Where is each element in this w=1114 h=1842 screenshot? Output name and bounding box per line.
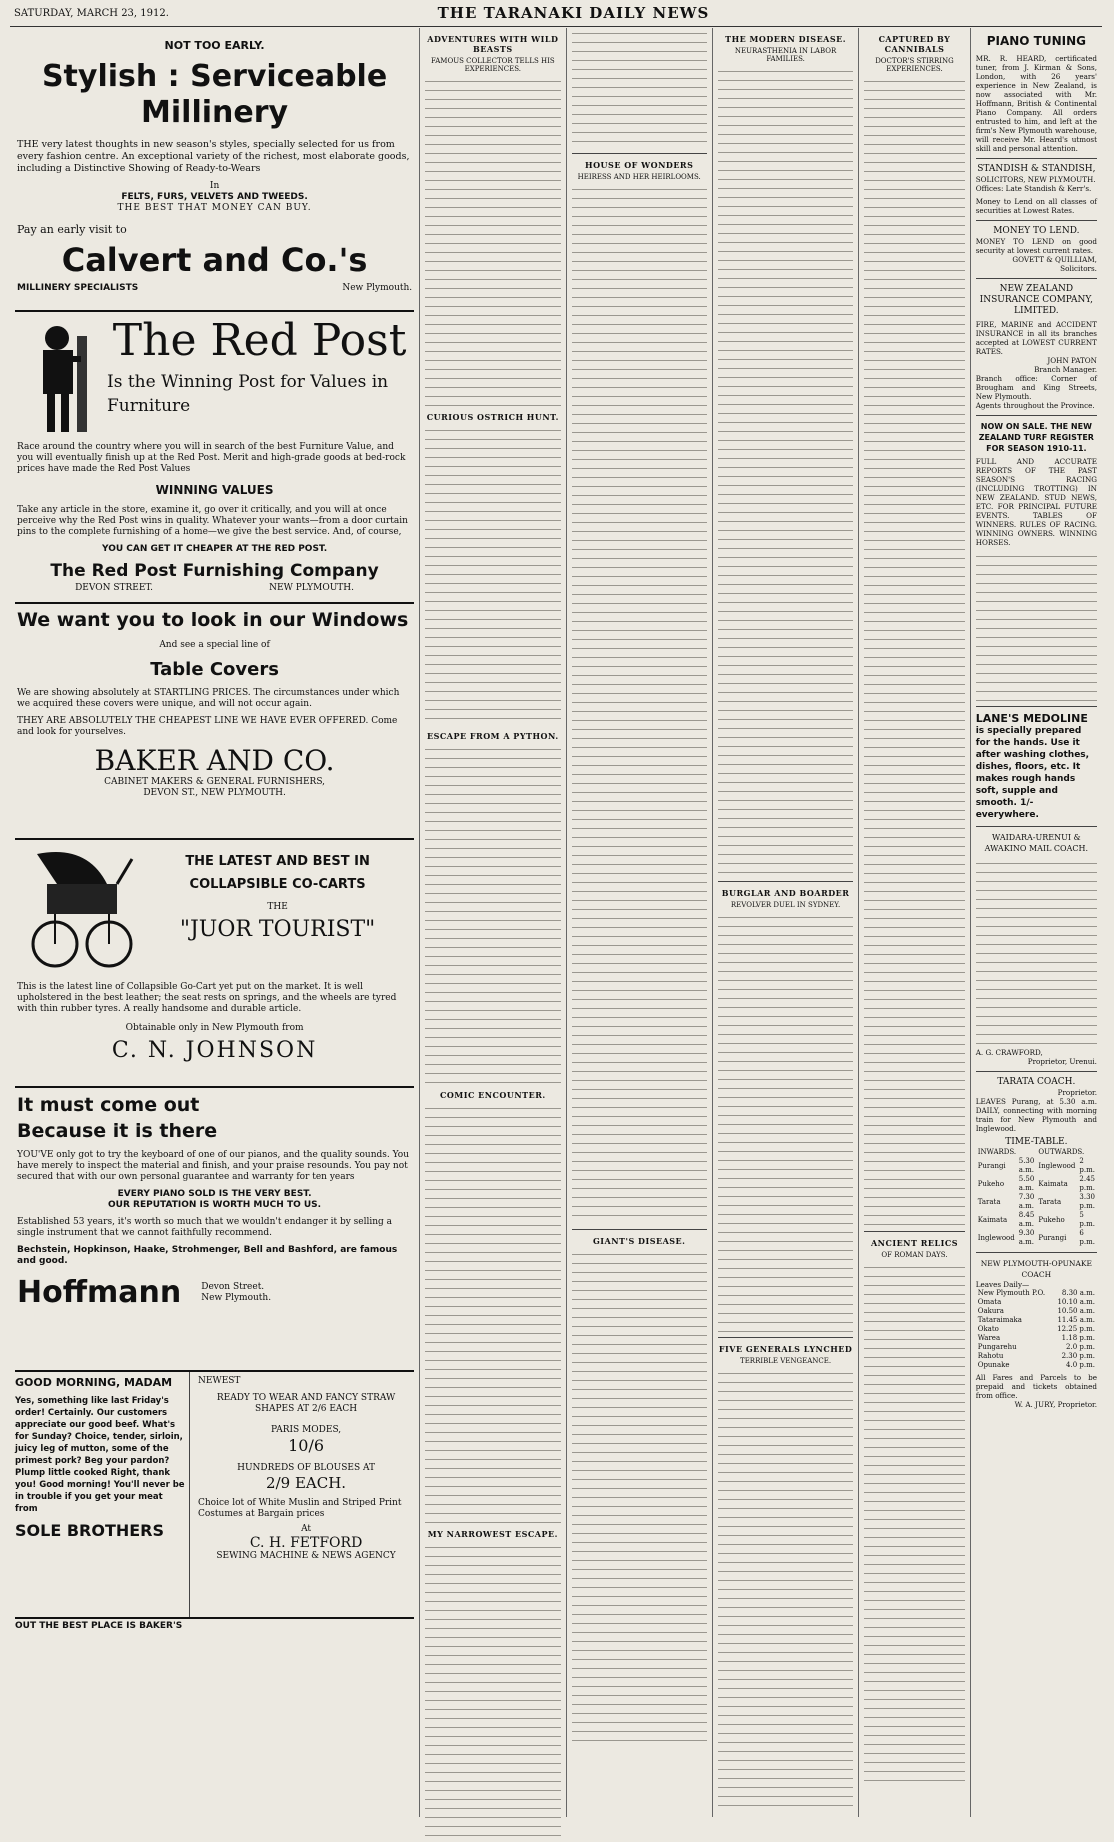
timetable-cell: 5.30 a.m. <box>1018 1157 1035 1174</box>
article-subheading: TERRIBLE VENGEANCE. <box>740 1357 832 1365</box>
article-column-3 <box>567 28 713 1817</box>
baker-sub: And see a special line of <box>159 640 270 650</box>
red-post-tag2: Furniture <box>107 396 191 416</box>
timetable-heading: TIME-TABLE. <box>1005 1137 1068 1147</box>
red-post-town: NEW PLYMOUTH. <box>269 583 355 593</box>
fetford-newest: NEWEST <box>198 1376 241 1386</box>
masthead-title: THE TARANAKI DAILY NEWS <box>437 4 710 22</box>
opunake-row <box>976 1343 1097 1352</box>
sole-headline: GOOD MORNING, MADAM <box>15 1376 173 1389</box>
fetford-paris: PARIS MODES, <box>270 1425 342 1435</box>
article-subheading: REVOLVER DUEL IN SYDNEY. <box>730 901 841 909</box>
notices-column <box>971 28 1102 1817</box>
baker-addr: DEVON ST., NEW PLYMOUTH. <box>143 788 286 798</box>
johnson-l4: "JUOR TOURIST" <box>179 917 376 942</box>
timetable-cell: Pukeho <box>1038 1215 1065 1224</box>
fetford-price: 10/6 <box>288 1436 325 1455</box>
red-post-company: The Red Post Furnishing Company <box>50 561 379 581</box>
article-heading: ESCAPE FROM A PYTHON. <box>427 731 559 741</box>
baker-show1: We are showing absolutely at STARTLING PRICES. The circumstances under which we acquired these covers were unique, and will not occur again. <box>17 688 400 709</box>
article-body-placeholder <box>425 425 560 725</box>
opunake-cell: 10.10 a.m. <box>1057 1298 1095 1306</box>
timetable-cell: 5.50 a.m. <box>1018 1175 1035 1192</box>
article-body-placeholder <box>976 551 1097 701</box>
timetable-out: OUTWARDS. <box>1038 1148 1085 1156</box>
insurance-agents: Agents throughout the Province. <box>975 401 1095 410</box>
opunake-leaves: Leaves Daily— <box>975 1280 1030 1289</box>
timetable-row <box>976 1193 1097 1211</box>
mail-heading: WAIDARA-URENUI & AWAKINO MAIL COACH. <box>984 833 1089 853</box>
opunake-row <box>976 1316 1097 1325</box>
article-column-5 <box>859 28 970 1817</box>
ad-special: MILLINERY SPECIALISTS <box>17 283 139 293</box>
turf-heading: NOW ON SALE. THE NEW ZEALAND TURF REGISTER FOR SEASON 1910-11. <box>978 422 1094 453</box>
opunake-cell: 8.30 a.m. <box>1061 1289 1095 1297</box>
opunake-fares: All Fares and Parcels to be prepaid and tickets obtained from office. <box>975 1373 1097 1400</box>
ad-sole-brothers <box>15 1372 190 1617</box>
timetable-cell: 5 p.m. <box>1079 1211 1095 1228</box>
coach-leaves: LEAVES Purang, at 5.30 a.m. DAILY, connecting with morning train for New Plymouth and Inglewood. <box>975 1097 1097 1133</box>
article-heading: CURIOUS OSTRICH HUNT. <box>426 412 559 422</box>
article-body-placeholder <box>425 744 560 1084</box>
article-subheading: NEURASTHENIA IN LABOR FAMILIES. <box>734 47 837 63</box>
article-heading: CAPTURED BY CANNIBALS <box>878 34 951 54</box>
ads-column <box>10 28 420 1817</box>
timetable-cell: Kaimata <box>1038 1179 1068 1188</box>
article-subheading: DOCTOR'S STIRRING EXPERIENCES. <box>875 57 954 73</box>
timetable-cell: Pukeho <box>977 1179 1005 1188</box>
johnson-l1: THE LATEST AND BEST IN <box>185 854 370 869</box>
baker-table-covers: Table Covers <box>150 659 279 680</box>
article-subheading: HEIRESS AND HER HEIRLOOMS. <box>577 173 701 181</box>
article-column-2 <box>420 28 566 1817</box>
ad-calvert <box>15 28 414 312</box>
opunake-row <box>976 1352 1097 1361</box>
opunake-row <box>976 1334 1097 1343</box>
timetable-cell: Tarata <box>977 1197 1001 1206</box>
article-body-placeholder <box>425 1103 560 1523</box>
ad-name: Calvert and Co.'s <box>61 241 368 279</box>
masthead <box>10 0 1102 27</box>
govett-body: MONEY TO LEND on good security at lowest current rates. <box>975 237 1097 255</box>
piano-heading: PIANO TUNING <box>986 34 1086 48</box>
ad-johnson <box>15 840 414 1088</box>
timetable-row <box>976 1211 1097 1229</box>
hoffmann-name: Hoffmann <box>17 1275 182 1310</box>
ad-fetford <box>190 1372 414 1617</box>
article-body-placeholder <box>976 858 1097 1048</box>
hoffmann-est: Established 53 years, it's worth so much that we wouldn't endanger it by selling a single instrument that we cannot faithfully recommend. <box>17 1217 393 1238</box>
opunake-cell: 4.0 p.m. <box>1066 1361 1095 1369</box>
hoffmann-headline: It must come out Because it is there <box>17 1094 218 1142</box>
red-post-title: The Red Post <box>112 315 407 366</box>
sole-name: SOLE BROTHERS <box>15 1521 165 1540</box>
coach-heading: TARATA COACH. <box>997 1077 1076 1087</box>
insurance-agent: JOHN PATON <box>1047 356 1097 365</box>
insurance-office: Branch office: Corner of Brougham and King Streets, New Plymouth. <box>975 374 1097 401</box>
timetable-cell: 2.45 p.m. <box>1079 1175 1095 1192</box>
opunake-cell: 2.30 p.m. <box>1061 1352 1095 1360</box>
article-body-placeholder <box>718 912 853 1332</box>
sole-body: Yes, something like last Friday's order! Certainly. Our customers appreciate our good beef. What's for Sunday? Choice, tender, sirloin, juicy leg of mutton, some of the primest pork? Beg your pardon? Plump little cooked Right, thank you! Good morning! You'll never be in trouble if you get your meat from <box>15 1396 185 1514</box>
article-heading: ANCIENT RELICS <box>870 1238 958 1248</box>
man-with-post-illustration <box>17 316 107 436</box>
article-heading: ADVENTURES WITH WILD BEASTS <box>427 34 559 54</box>
masthead-date: SATURDAY, MARCH 23, 1912. <box>14 7 169 19</box>
opunake-row <box>976 1298 1097 1307</box>
timetable-cell: 3.30 p.m. <box>1079 1193 1095 1210</box>
article-body-placeholder <box>425 1542 560 1842</box>
ad-headline: Stylish : Serviceable Millinery <box>41 59 388 130</box>
opunake-cell: 10.50 a.m. <box>1057 1307 1095 1315</box>
opunake-cell: Tataraimaka <box>977 1316 1022 1324</box>
timetable-cell: Inglewood <box>977 1233 1015 1242</box>
article-body-placeholder <box>718 66 853 876</box>
ad-line: FELTS, FURS, VELVETS AND TWEEDS. <box>121 192 308 202</box>
red-post-tag1: Is the Winning Post for Values in <box>107 372 389 392</box>
article-body-placeholder <box>572 28 707 148</box>
timetable-cell: Kaimata <box>977 1215 1008 1224</box>
ad-baker <box>15 604 414 840</box>
timetable-cell: 6 p.m. <box>1079 1229 1095 1246</box>
ad-red-post <box>15 312 414 604</box>
timetable <box>976 1148 1097 1247</box>
govett-name: GOVETT & QUILLIAM, <box>1012 255 1097 264</box>
article-heading: FIVE GENERALS LYNCHED <box>718 1344 853 1354</box>
johnson-l2: COLLAPSIBLE CO-CARTS <box>189 877 366 892</box>
opunake-cell: Omata <box>977 1298 1002 1306</box>
fetford-price2: 2/9 EACH. <box>266 1474 347 1492</box>
article-subheading: FAMOUS COLLECTOR TELLS HIS EXPERIENCES. <box>431 57 555 73</box>
fetford-hundreds: HUNDREDS OF BLOUSES AT <box>237 1463 376 1473</box>
article-heading: COMIC ENCOUNTER. <box>440 1090 546 1100</box>
baker-headline: We want you to look in our Windows <box>17 609 409 631</box>
hoffmann-addr1: Devon Street. <box>201 1281 265 1292</box>
timetable-cell: Purangi <box>977 1161 1006 1170</box>
ad-kicker: NOT TOO EARLY. <box>164 39 265 52</box>
article-heading: MY NARROWEST ESCAPE. <box>427 1529 558 1539</box>
article-heading: GIANT'S DISEASE. <box>592 1236 686 1246</box>
fetford-ready: READY TO WEAR AND FANCY STRAW SHAPES AT 2/6 EACH <box>216 1393 396 1414</box>
fetford-trade: SEWING MACHINE & NEWS AGENCY <box>216 1551 396 1561</box>
hoffmann-body: YOU'VE only got to try the keyboard of one of our pianos, and the quality sounds. You have merely to inspect the material and finish, and your praise resounds. You pay not secured that with our own personal guarantee and warranty for ten years <box>17 1150 409 1182</box>
opunake-cell: Rahotu <box>977 1352 1004 1360</box>
red-post-winning: WINNING VALUES <box>155 483 274 497</box>
govett-heading: MONEY TO LEND. <box>993 226 1080 236</box>
timetable-cell: 2 p.m. <box>1079 1157 1095 1174</box>
article-heading: BURGLAR AND BOARDER <box>721 888 850 898</box>
opunake-table <box>976 1289 1097 1370</box>
article-body-placeholder <box>425 76 560 406</box>
baker-name: BAKER AND CO. <box>94 744 335 777</box>
insurance-heading: NEW ZEALAND INSURANCE COMPANY, LIMITED. <box>979 284 1094 316</box>
red-post-cheaper: YOU CAN GET IT CHEAPER AT THE RED POST. <box>102 544 328 554</box>
hoffmann-addr2: New Plymouth. <box>201 1292 272 1303</box>
coach-prop: Proprietor. <box>1057 1088 1097 1097</box>
johnson-name: C. N. JOHNSON <box>111 1038 318 1063</box>
mail-name: A. G. CRAWFORD, <box>975 1048 1043 1057</box>
mail-role: Proprietor, Urenui. <box>1027 1057 1097 1066</box>
timetable-row <box>976 1229 1097 1247</box>
opunake-cell: Pungarehu <box>977 1343 1017 1351</box>
opunake-prop: W. A. JURY, Proprietor. <box>1014 1400 1097 1409</box>
opunake-cell: Opunake <box>977 1361 1010 1369</box>
ad-visit: Pay an early visit to <box>17 223 127 236</box>
opunake-row <box>976 1361 1097 1370</box>
timetable-cell: 9.30 a.m. <box>1018 1229 1035 1246</box>
article-heading: HOUSE OF WONDERS <box>585 160 694 170</box>
article-body-placeholder <box>718 1368 853 1808</box>
insurance-body: FIRE, MARINE and ACCIDENT INSURANCE in all its branches accepted at LOWEST CURRENT RATES. <box>975 320 1097 356</box>
red-post-body: Race around the country where you will in search of the best Furniture Value, and you will eventually finish up at the Red Post. Merit and high-grade goods at bed-rock prices have made the Red Post Values <box>17 442 406 474</box>
timetable-cell: Inglewood <box>1038 1161 1076 1170</box>
opunake-cell: New Plymouth P.O. <box>977 1289 1046 1297</box>
lane-heading: LANE'S MEDOLINE <box>975 712 1088 725</box>
standish-heading: STANDISH & STANDISH, <box>977 164 1096 174</box>
standish-office: Offices: Late Standish & Kerr's. <box>975 184 1092 193</box>
timetable-cell: Purangi <box>1038 1233 1067 1242</box>
opunake-row <box>976 1307 1097 1316</box>
timetable-cell: 7.30 a.m. <box>1018 1193 1035 1210</box>
ad-in: In <box>209 181 220 191</box>
article-column-4 <box>713 28 859 1817</box>
baker-show2: THEY ARE ABSOLUTELY THE CHEAPEST LINE WE HAVE EVER OFFERED. Come and look for yourselves. <box>17 716 398 737</box>
ad-hoffmann <box>15 1088 414 1372</box>
fetford-choice: Choice lot of White Muslin and Striped Print Costumes at Bargain prices <box>198 1498 402 1519</box>
article-body-placeholder <box>864 76 964 1226</box>
article-body-placeholder <box>572 1249 707 1749</box>
opunake-row <box>976 1289 1097 1298</box>
article-body-placeholder <box>572 184 707 1224</box>
opunake-heading: NEW PLYMOUTH-OPUNAKE COACH <box>980 1259 1092 1279</box>
timetable-in: INWARDS. <box>977 1148 1017 1156</box>
opunake-cell: 2.0 p.m. <box>1066 1343 1095 1351</box>
johnson-body: This is the latest line of Collapsible Go-Cart yet put on the market. It is well upholstered in the best leather; the seat rests on springs, and the wheels are tyred with thin rubber tyres. A really handsome and durable article. <box>17 982 397 1014</box>
timetable-row <box>976 1157 1097 1175</box>
hoffmann-rep: OUR REPUTATION IS WORTH MUCH TO US. <box>108 1200 322 1210</box>
opunake-cell: Okato <box>977 1325 999 1333</box>
ad-body: THE very latest thoughts in new season's styles, specially selected for us from every fashion centre. An exceptional variety of the richest, most elaborate goods, including a Distinctive Showing of Ready-to-Wears <box>17 139 410 174</box>
standish-sub: SOLICITORS, NEW PLYMOUTH. <box>975 175 1096 184</box>
article-subheading: OF ROMAN DAYS. <box>881 1251 948 1259</box>
opunake-row <box>976 1325 1097 1334</box>
hoffmann-best: EVERY PIANO SOLD IS THE VERY BEST. <box>117 1189 312 1199</box>
article-body-placeholder <box>864 1262 964 1782</box>
bottom-ads-row <box>15 1372 414 1617</box>
opunake-cell: 1.18 p.m. <box>1061 1334 1095 1342</box>
baker-trade: CABINET MAKERS & GENERAL FURNISHERS, <box>104 777 326 787</box>
johnson-l3: THE <box>267 902 288 912</box>
timetable-cell: 8.45 a.m. <box>1018 1211 1035 1228</box>
red-post-street: DEVON STREET. <box>75 583 153 593</box>
opunake-cell: Warea <box>977 1334 1001 1342</box>
timetable-row <box>976 1175 1097 1193</box>
hoffmann-makers: Bechstein, Hopkinson, Haake, Strohmenger, Bell and Bashford, are famous and good. <box>17 1245 398 1266</box>
insurance-role: Branch Manager. <box>1034 365 1097 374</box>
lane-body: is specially prepared for the hands. Use it after washing clothes, dishes, floors, etc. It makes rough hands soft, supple and smooth. 1/- everywhere. <box>975 726 1090 820</box>
fetford-name: C. H. FETFORD <box>249 1535 363 1551</box>
opunake-cell: 12.25 p.m. <box>1057 1325 1095 1333</box>
johnson-obtain: Obtainable only in New Plymouth from <box>125 1023 304 1033</box>
opunake-cell: 11.45 a.m. <box>1057 1316 1095 1324</box>
standish-money: Money to Lend on all classes of securities at Lowest Rates. <box>975 197 1097 215</box>
footer-baker: OUT THE BEST PLACE IS BAKER'S <box>15 1617 414 1632</box>
timetable-cell: Tarata <box>1038 1197 1062 1206</box>
piano-body: MR. R. HEARD, certificated tuner, from J. Kirman & Sons, London, with 26 years' experience in New Zealand, is now associated with Mr. Hoffmann, British & Continental Piano Company. All orders entrusted to him, and left at the firm's New Plymouth warehouse, will receive Mr. Heard's utmost skill and personal attention. <box>975 54 1097 153</box>
govett-role: Solicitors. <box>1060 264 1097 273</box>
ad-town: New Plymouth. <box>342 283 413 293</box>
go-cart-illustration <box>17 844 137 974</box>
ad-money: THE BEST THAT MONEY CAN BUY. <box>117 203 312 213</box>
red-post-body2: Take any article in the store, examine it, go over it critically, and you will at once perceive why the Red Post wins in quality. Whatever your wants—from a door curtain pins to the complete furnishing of a home—we give the best service. And, of course, <box>17 505 408 537</box>
article-heading: THE MODERN DISEASE. <box>725 34 847 44</box>
opunake-cell: Oakura <box>977 1307 1004 1315</box>
fetford-at: At <box>301 1524 312 1534</box>
turf-body: FULL AND ACCURATE REPORTS OF THE PAST SEASON'S RACING (INCLUDING TROTTING) IN NEW ZEALAND. STUD NEWS, ETC. FOR PRINCIPAL FUTURE EVENTS. TABLES OF WINNERS. RULES OF RACING. WINNING OWNERS. WINNING HORSES. <box>975 457 1097 547</box>
